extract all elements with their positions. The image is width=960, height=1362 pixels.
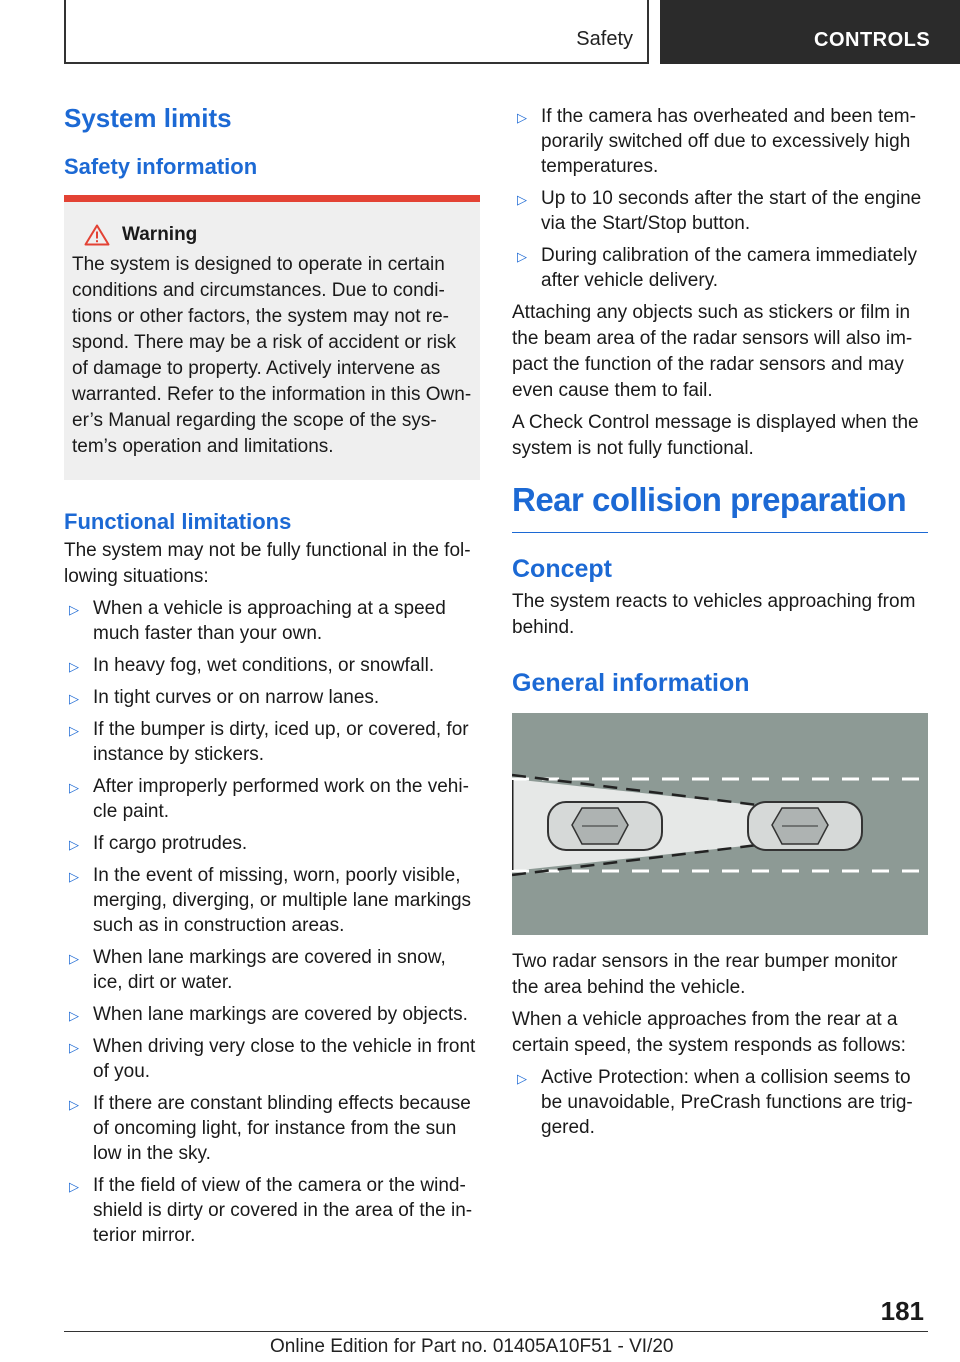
list-item: ▷ In tight curves or on narrow lanes. — [64, 685, 480, 710]
list-item: ▷ If cargo protrudes. — [64, 831, 480, 856]
list-item: ▷ When lane markings are covered by objects. — [64, 1002, 480, 1027]
right-column — [512, 100, 928, 1147]
safety-information-heading: Safety information — [64, 154, 258, 179]
list-item: ▷ During calibration of the camera immediately after vehicle delivery. — [517, 245, 917, 291]
rear-collision-preparation-heading: Rear collision preparation — [512, 480, 928, 533]
functional-limitations-intro: The system may not be fully functional in the fol‐lowing situations: — [64, 540, 471, 587]
radar-sensor-paragraph: Attaching any objects such as stickers or film in the beam area of the radar sensors will also im‐pact the function of the radar sensors and may even cause them to fail. — [512, 302, 913, 401]
list-item: ▷ In heavy fog, wet conditions, or snowfall. — [64, 653, 480, 678]
system-limits-heading: System limits — [64, 103, 232, 133]
list-item: ▷ If there are constant blinding effects because of oncoming light, for instance from the sun low in the sky. — [69, 1093, 471, 1164]
bullet-triangle-icon: ▷ — [517, 192, 527, 207]
functional-limitations-heading: Functional limitations — [64, 509, 292, 534]
check-control-paragraph: A Check Control message is displayed when the system is not fully functional. — [512, 412, 919, 459]
concept-text: The system reacts to vehicles approaching from behind. — [512, 591, 916, 638]
bullet-triangle-icon: ▷ — [517, 1071, 527, 1086]
bullet-triangle-icon: ▷ — [69, 602, 79, 617]
page-number: 181 — [880, 1296, 924, 1326]
approaching-vehicle-icon — [748, 802, 862, 850]
rear-radar-illustration — [512, 713, 928, 935]
general-information-heading: General information — [512, 669, 750, 697]
bullet-triangle-icon: ▷ — [69, 691, 79, 706]
warning-box — [64, 195, 480, 480]
bullet-triangle-icon: ▷ — [69, 1008, 79, 1023]
bullet-triangle-icon: ▷ — [517, 110, 527, 125]
list-item: ▷ In the event of missing, worn, poorly visible, merging, diverging, or multiple lane markings such as in construction areas. — [69, 865, 472, 936]
list-item: ▷ If the camera has overheated and been tem‐porarily switched off due to excessively high temperatures. — [517, 106, 916, 177]
list-item: ▷ When driving very close to the vehicle in front of you. — [69, 1036, 476, 1082]
approach-response-paragraph: When a vehicle approaches from the rear at a certain speed, the system responds as follows: — [512, 1009, 906, 1056]
warning-triangle-icon — [84, 224, 110, 246]
list-item: ▷ Up to 10 seconds after the start of the engine via the Start/Stop button. — [517, 188, 922, 234]
header-controls-tab[interactable]: CONTROLS — [660, 0, 960, 64]
footer-divider — [64, 1331, 928, 1332]
bullet-triangle-icon: ▷ — [69, 869, 79, 884]
radar-monitor-paragraph: Two radar sensors in the rear bumper monitor the area behind the vehicle. — [512, 951, 898, 998]
bullet-triangle-icon: ▷ — [69, 723, 79, 738]
list-item: ▷ After improperly performed work on the vehi‐cle paint. — [69, 776, 469, 822]
bullet-triangle-icon: ▷ — [69, 1179, 79, 1194]
bullet-triangle-icon: ▷ — [69, 780, 79, 795]
bullet-triangle-icon: ▷ — [517, 249, 527, 264]
footer-edition: Online Edition for Part no. 01405A10F51 - VI/20 — [270, 1336, 674, 1357]
list-item: ▷ If the bumper is dirty, iced up, or covered, for instance by stickers. — [69, 719, 469, 765]
list-item: ▷ If the field of view of the camera or the wind‐shield is dirty or covered in the area of the in‐terior mirror. — [69, 1175, 473, 1246]
header-frame — [64, 0, 649, 64]
bullet-triangle-icon: ▷ — [69, 837, 79, 852]
bullet-triangle-icon: ▷ — [69, 659, 79, 674]
concept-heading: Concept — [512, 555, 612, 583]
list-item: ▷ When a vehicle is approaching at a speed much faster than your own. — [69, 598, 446, 644]
rear-vehicle-icon — [548, 802, 662, 850]
bullet-triangle-icon: ▷ — [69, 951, 79, 966]
functional-limitations-list-continued — [512, 104, 928, 293]
bullet-triangle-icon: ▷ — [69, 1097, 79, 1112]
header-section-title: Safety — [576, 28, 633, 50]
warning-text: The system is designed to operate in certain conditions and circumstances. Due to condi‐tions or other factors, the system may not re‐spond. There may be a risk of accident or risk of damage to property. Actively intervene as warranted. Refer to the information in this Own‐er’s Manual regarding the scope of the sys‐tem’s operation and limitations. — [72, 254, 472, 457]
left-column — [64, 100, 480, 1255]
response-list — [512, 1065, 928, 1140]
list-item: ▷ Active Protection: when a collision seems to be unavoidable, PreCrash functions are trig‐gered. — [517, 1067, 913, 1138]
warning-label: Warning — [122, 224, 198, 245]
list-item: ▷ When lane markings are covered in snow, ice, dirt or water. — [69, 947, 446, 993]
bullet-triangle-icon: ▷ — [69, 1040, 79, 1055]
warning-header — [72, 222, 472, 248]
functional-limitations-list — [64, 596, 480, 1248]
